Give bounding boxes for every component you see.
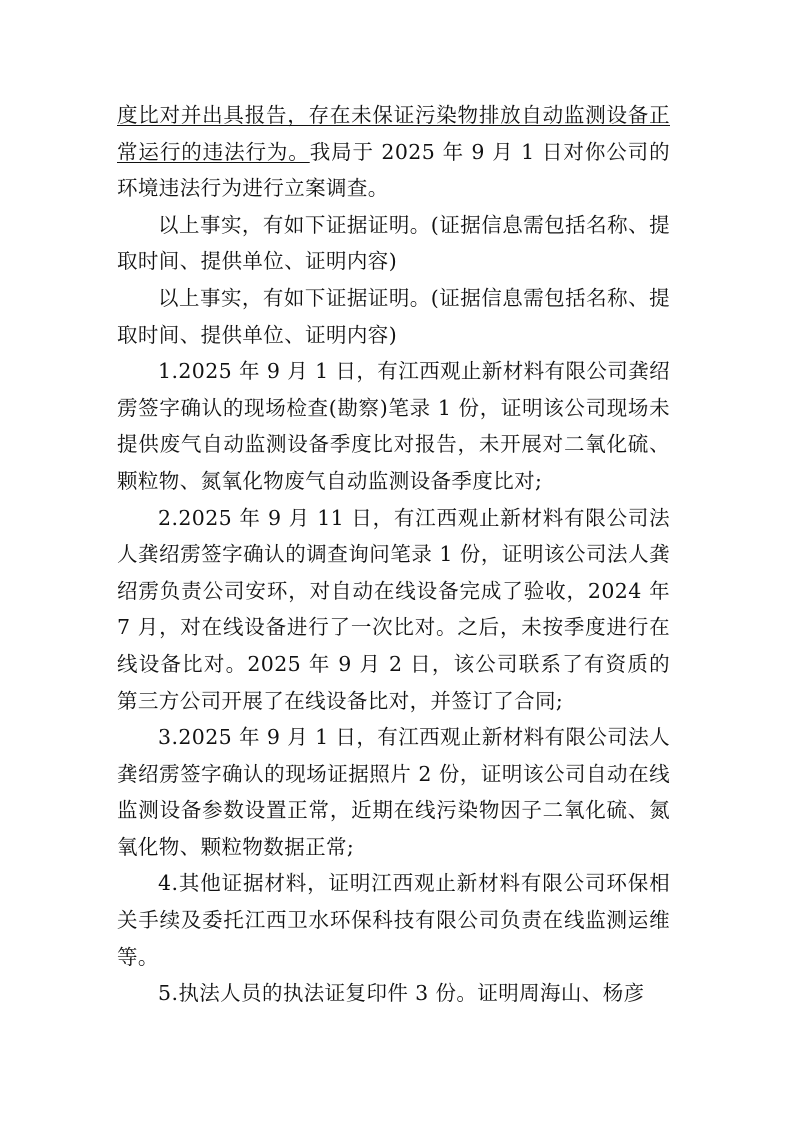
underlined-violation-text: 度比对并出具报告，存在未保证污染物排放自动监测设备正常运行的违法行为。	[117, 103, 670, 164]
case-filing-text: 我局于 2025 年 9 月 1 日对你公司的环境违法行为进行立案调查。	[117, 139, 670, 201]
paragraph-violation-summary	[117, 97, 670, 207]
paragraph-evidence-3: 3.2025 年 9 月 1 日，有江西观止新材料有限公司法人龚绍雳签字确认的现场证据照片 2 份，证明该公司自动在线监测设备参数设置正常，近期在线污染物因子二氧化硫、氮氧化物、颗粒物数据正常;	[117, 725, 670, 859]
paragraph-evidence-1: 1.2025 年 9 月 1 日，有江西观止新材料有限公司龚绍雳签字确认的现场检查(勘察)笔录 1 份，证明该公司现场未提供废气自动监测设备季度比对报告，未开展对二氧化硫、颗粒物、氮氧化物废气自动监测设备季度比对;	[117, 359, 670, 493]
paragraph-evidence-5: 5.执法人员的执法证复印件 3 份。证明周海山、杨彦	[158, 981, 645, 1006]
document-body	[117, 97, 670, 1012]
paragraph-evidence-4: 4.其他证据材料，证明江西观止新材料有限公司环保相关手续及委托江西卫水环保科技有限公司负责在线监测运维等。	[117, 871, 670, 969]
paragraph-evidence-2: 2.2025 年 9 月 11 日，有江西观止新材料有限公司法人龚绍雳签字确认的调查询问笔录 1 份，证明该公司法人龚绍雳负责公司安环，对自动在线设备完成了验收，2024 年 7 月，对在线设备进行了一次比对。之后，未按季度进行在线设备比对。2025 年 9 月 2 日，该公司联系了有资质的第三方公司开展了在线设备比对，并签订了合同;	[117, 505, 670, 713]
paragraph-evidence-intro-1: 以上事实，有如下证据证明。(证据信息需包括名称、提取时间、提供单位、证明内容)	[117, 212, 670, 274]
paragraph-evidence-intro-2: 以上事实，有如下证据证明。(证据信息需包括名称、提取时间、提供单位、证明内容)	[117, 285, 670, 347]
